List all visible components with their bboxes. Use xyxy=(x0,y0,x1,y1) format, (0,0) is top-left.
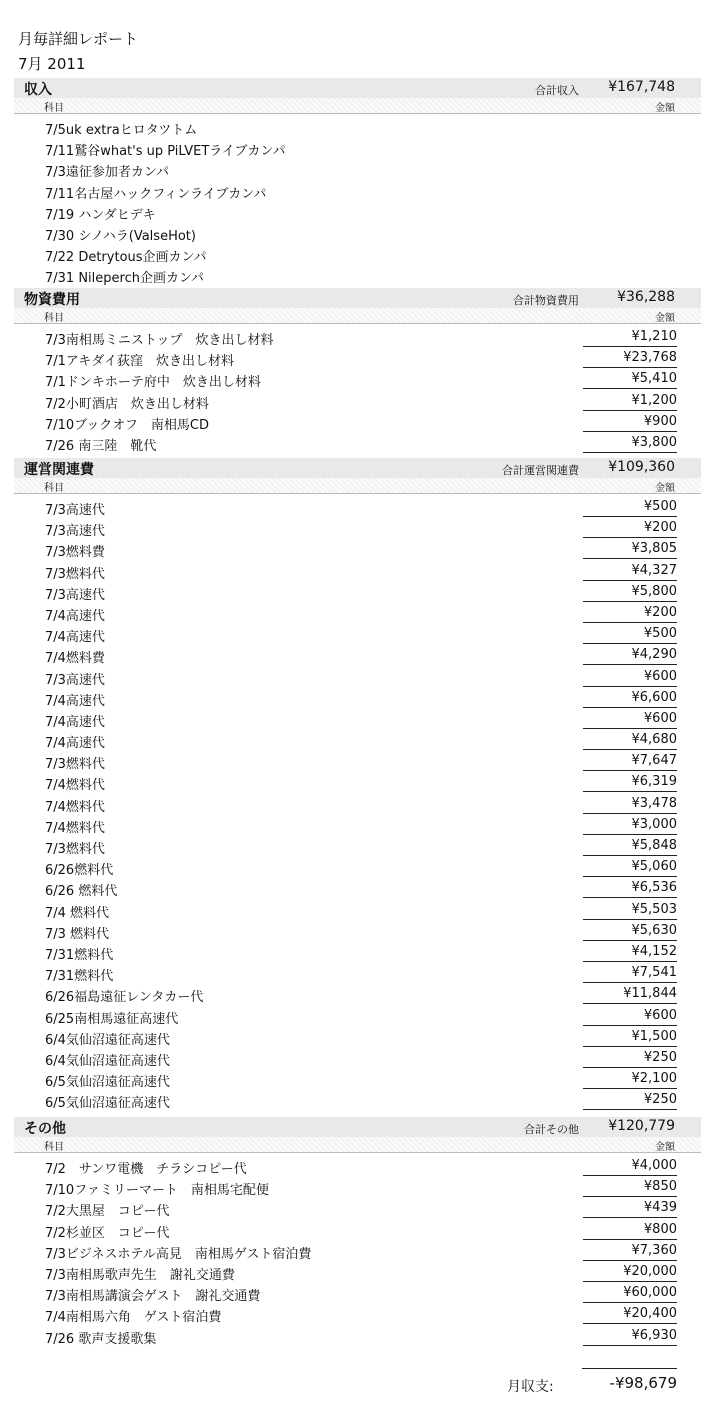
table-row xyxy=(0,1220,703,1241)
section-name: 運営関連費 xyxy=(24,462,94,478)
row-amount: ¥7,647 xyxy=(583,753,677,771)
table-row xyxy=(0,836,703,857)
row-item: 7/4高速代 xyxy=(45,714,105,730)
row-amount: ¥7,541 xyxy=(583,965,677,983)
table-row xyxy=(0,433,703,454)
row-item: 7/3燃料代 xyxy=(45,757,105,773)
section-total-value: ¥109,360 xyxy=(608,459,675,475)
row-amount: ¥7,360 xyxy=(583,1243,677,1261)
row-item: 6/5気仙沼遠征高速代 xyxy=(45,1075,170,1091)
row-amount: ¥250 xyxy=(583,1050,677,1068)
row-amount: ¥200 xyxy=(583,520,677,538)
table-row xyxy=(0,265,703,286)
row-amount: ¥20,400 xyxy=(583,1306,677,1324)
row-item: 7/3南相馬ミニストップ 炊き出し材料 xyxy=(45,333,274,348)
row-amount: ¥23,768 xyxy=(583,350,677,368)
table-row xyxy=(0,1304,703,1325)
section-name: その他 xyxy=(24,1121,66,1137)
table-row xyxy=(0,1090,703,1111)
row-amount: ¥5,060 xyxy=(583,859,677,877)
row-amount: ¥200 xyxy=(583,605,677,623)
balance-footer xyxy=(0,1366,703,1406)
table-row xyxy=(0,1198,703,1219)
row-amount: ¥3,478 xyxy=(583,796,677,814)
table-row xyxy=(0,181,703,202)
table-row xyxy=(0,921,703,942)
section-1 xyxy=(0,288,703,454)
column-amount-label: 金額 xyxy=(655,313,675,324)
row-item: 7/2大黒屋 コピー代 xyxy=(45,1204,170,1220)
row-amount: ¥600 xyxy=(583,711,677,729)
row-amount: ¥11,844 xyxy=(583,986,677,1004)
section-name: 収入 xyxy=(24,82,52,98)
table-row xyxy=(0,117,703,138)
row-amount: ¥600 xyxy=(583,1008,677,1026)
column-item-label: 科目 xyxy=(44,103,64,114)
row-item: 7/2杉並区 コピー代 xyxy=(45,1225,170,1241)
section-total-label: 合計収入 xyxy=(535,84,579,97)
section-total-value: ¥120,779 xyxy=(608,1118,675,1134)
table-row xyxy=(0,942,703,963)
table-row xyxy=(0,1006,703,1027)
section-0 xyxy=(0,78,703,287)
row-item: 7/3遠征参加者カンパ xyxy=(45,165,170,181)
row-amount: ¥439 xyxy=(583,1200,677,1218)
row-item: 7/31 Nileperch企画カンパ xyxy=(45,271,205,287)
row-amount: ¥900 xyxy=(583,414,677,432)
row-amount: ¥500 xyxy=(583,626,677,644)
section-total-label: 合計物資費用 xyxy=(513,294,579,307)
row-item: 7/4燃料代 xyxy=(45,820,105,836)
row-item: 7/30 シノハラ(ValseHot) xyxy=(45,228,196,244)
column-amount-label: 金額 xyxy=(655,1142,675,1153)
row-amount: ¥500 xyxy=(583,499,677,517)
row-item: 7/26 南三陸 靴代 xyxy=(45,438,157,454)
row-amount: ¥1,210 xyxy=(583,329,677,347)
table-row xyxy=(0,582,703,603)
row-amount: ¥4,680 xyxy=(583,732,677,750)
balance-divider xyxy=(582,1368,677,1369)
column-header xyxy=(14,308,701,324)
column-item-label: 科目 xyxy=(44,1142,64,1153)
table-row xyxy=(0,772,703,793)
table-row xyxy=(0,751,703,772)
row-amount: ¥2,100 xyxy=(583,1071,677,1089)
table-row xyxy=(0,159,703,180)
column-item-label: 科目 xyxy=(44,313,64,324)
table-row xyxy=(0,878,703,899)
row-item: 7/4燃料代 xyxy=(45,799,105,815)
row-item: 7/11鷲谷what's up PiLVETライブカンパ xyxy=(45,144,286,160)
table-row xyxy=(0,624,703,645)
row-amount: ¥6,600 xyxy=(583,690,677,708)
row-item: 7/3燃料代 xyxy=(45,842,105,857)
row-item: 7/3燃料代 xyxy=(45,566,105,582)
row-amount: ¥1,500 xyxy=(583,1029,677,1047)
table-row xyxy=(0,688,703,709)
table-row xyxy=(0,1156,703,1177)
table-row xyxy=(0,900,703,921)
column-amount-label: 金額 xyxy=(655,103,675,114)
row-item: 7/10ブックオフ 南相馬CD xyxy=(45,417,209,433)
table-row xyxy=(0,1069,703,1090)
row-item: 7/4高速代 xyxy=(45,736,105,752)
table-row xyxy=(0,645,703,666)
row-item: 7/3南相馬歌声先生 謝礼交通費 xyxy=(45,1267,235,1283)
section-2 xyxy=(0,458,703,1111)
row-item: 7/19 ハンダヒデキ xyxy=(45,207,156,223)
table-row xyxy=(0,984,703,1005)
row-item: 7/4高速代 xyxy=(45,608,105,624)
table-row xyxy=(0,138,703,159)
row-item: 7/4 燃料代 xyxy=(45,905,110,921)
row-amount: ¥850 xyxy=(583,1179,677,1197)
table-row xyxy=(0,223,703,244)
table-row xyxy=(0,348,703,369)
table-row xyxy=(0,244,703,265)
row-item: 7/3高速代 xyxy=(45,503,105,518)
section-name: 物資費用 xyxy=(24,292,80,308)
column-header xyxy=(14,478,701,494)
row-item: 7/2 サンワ電機 チラシコピー代 xyxy=(45,1162,247,1177)
row-amount: ¥600 xyxy=(583,669,677,687)
row-item: 7/3ビジネスホテル高見 南相馬ゲスト宿泊費 xyxy=(45,1246,312,1262)
row-amount: ¥5,848 xyxy=(583,838,677,856)
section-header xyxy=(14,78,701,98)
report-title: 月毎詳細レポート xyxy=(18,30,139,48)
row-item: 7/31燃料代 xyxy=(45,947,114,963)
section-total-label: 合計その他 xyxy=(524,1123,579,1136)
row-item: 7/31燃料代 xyxy=(45,969,114,985)
row-amount: ¥250 xyxy=(583,1092,677,1110)
table-row xyxy=(0,1326,703,1347)
table-row xyxy=(0,794,703,815)
row-item: 7/4南相馬六角 ゲスト宿泊費 xyxy=(45,1310,222,1326)
section-header xyxy=(14,1117,701,1137)
table-row xyxy=(0,202,703,223)
row-amount: ¥5,630 xyxy=(583,923,677,941)
row-item: 7/3高速代 xyxy=(45,524,105,540)
table-row xyxy=(0,1027,703,1048)
row-item: 7/1アキダイ荻窪 炊き出し材料 xyxy=(45,354,235,370)
row-item: 7/4高速代 xyxy=(45,693,105,709)
table-row xyxy=(0,561,703,582)
section-total-value: ¥167,748 xyxy=(608,79,675,95)
table-row xyxy=(0,730,703,751)
balance-value: -¥98,679 xyxy=(609,1374,677,1392)
row-amount: ¥5,410 xyxy=(583,371,677,389)
row-amount: ¥6,536 xyxy=(583,880,677,898)
column-item-label: 科目 xyxy=(44,483,64,494)
row-amount: ¥60,000 xyxy=(583,1285,677,1303)
table-row xyxy=(0,1241,703,1262)
table-row xyxy=(0,539,703,560)
table-row xyxy=(0,1283,703,1304)
table-row xyxy=(0,709,703,730)
row-item: 6/26燃料代 xyxy=(45,863,114,879)
table-row xyxy=(0,497,703,518)
row-amount: ¥6,930 xyxy=(583,1328,677,1346)
row-amount: ¥4,327 xyxy=(583,563,677,581)
row-item: 7/3高速代 xyxy=(45,587,105,603)
row-item: 7/1ドンキホーテ府中 炊き出し材料 xyxy=(45,375,261,391)
row-item: 7/3南相馬講演会ゲスト 謝礼交通費 xyxy=(45,1289,261,1305)
column-amount-label: 金額 xyxy=(655,483,675,494)
report-period: 7月 2011 xyxy=(18,55,86,73)
row-amount: ¥3,000 xyxy=(583,817,677,835)
section-total-value: ¥36,288 xyxy=(617,289,675,305)
row-item: 7/10ファミリーマート 南相馬宅配便 xyxy=(45,1183,269,1199)
table-row xyxy=(0,1177,703,1198)
row-amount: ¥5,800 xyxy=(583,584,677,602)
row-amount: ¥4,290 xyxy=(583,647,677,665)
section-header xyxy=(14,458,701,478)
row-item: 7/4燃料代 xyxy=(45,778,105,794)
row-item: 7/2小町酒店 炊き出し材料 xyxy=(45,396,209,412)
balance-label: 月収支: xyxy=(507,1379,554,1395)
table-row xyxy=(0,1262,703,1283)
row-item: 7/3高速代 xyxy=(45,672,105,688)
row-amount: ¥6,319 xyxy=(583,774,677,792)
row-amount: ¥20,000 xyxy=(583,1264,677,1282)
table-row xyxy=(0,667,703,688)
row-amount: ¥4,000 xyxy=(583,1158,677,1176)
table-row xyxy=(0,857,703,878)
table-row xyxy=(0,963,703,984)
column-header xyxy=(14,1137,701,1153)
row-item: 6/5気仙沼遠征高速代 xyxy=(45,1096,170,1112)
section-header xyxy=(14,288,701,308)
table-row xyxy=(0,391,703,412)
row-item: 6/25南相馬遠征高速代 xyxy=(45,1011,179,1027)
section-3 xyxy=(0,1117,703,1347)
row-amount: ¥800 xyxy=(583,1222,677,1240)
row-item: 7/3 燃料代 xyxy=(45,926,110,942)
row-amount: ¥4,152 xyxy=(583,944,677,962)
row-item: 7/22 Detrytous企画カンパ xyxy=(45,250,207,266)
row-item: 6/26 燃料代 xyxy=(45,884,118,900)
row-item: 6/4気仙沼遠征高速代 xyxy=(45,1032,170,1048)
row-item: 7/4燃料費 xyxy=(45,651,105,667)
row-amount: ¥1,200 xyxy=(583,393,677,411)
table-row xyxy=(0,815,703,836)
row-item: 7/4高速代 xyxy=(45,630,105,646)
row-item: 7/11名古屋ハックフィンライブカンパ xyxy=(45,186,267,202)
row-item: 6/4気仙沼遠征高速代 xyxy=(45,1053,170,1069)
row-amount: ¥3,800 xyxy=(583,435,677,453)
row-item: 6/26福島遠征レンタカー代 xyxy=(45,990,204,1006)
table-row xyxy=(0,369,703,390)
column-header xyxy=(14,98,701,114)
row-item: 7/5uk extraヒロタツトム xyxy=(45,123,198,138)
row-item: 7/26 歌声支援歌集 xyxy=(45,1331,157,1347)
table-row xyxy=(0,327,703,348)
row-amount: ¥5,503 xyxy=(583,902,677,920)
table-row xyxy=(0,1048,703,1069)
table-row xyxy=(0,412,703,433)
table-row xyxy=(0,518,703,539)
table-row xyxy=(0,603,703,624)
section-total-label: 合計運営関連費 xyxy=(502,464,579,477)
row-amount: ¥3,805 xyxy=(583,541,677,559)
row-item: 7/3燃料費 xyxy=(45,545,105,561)
